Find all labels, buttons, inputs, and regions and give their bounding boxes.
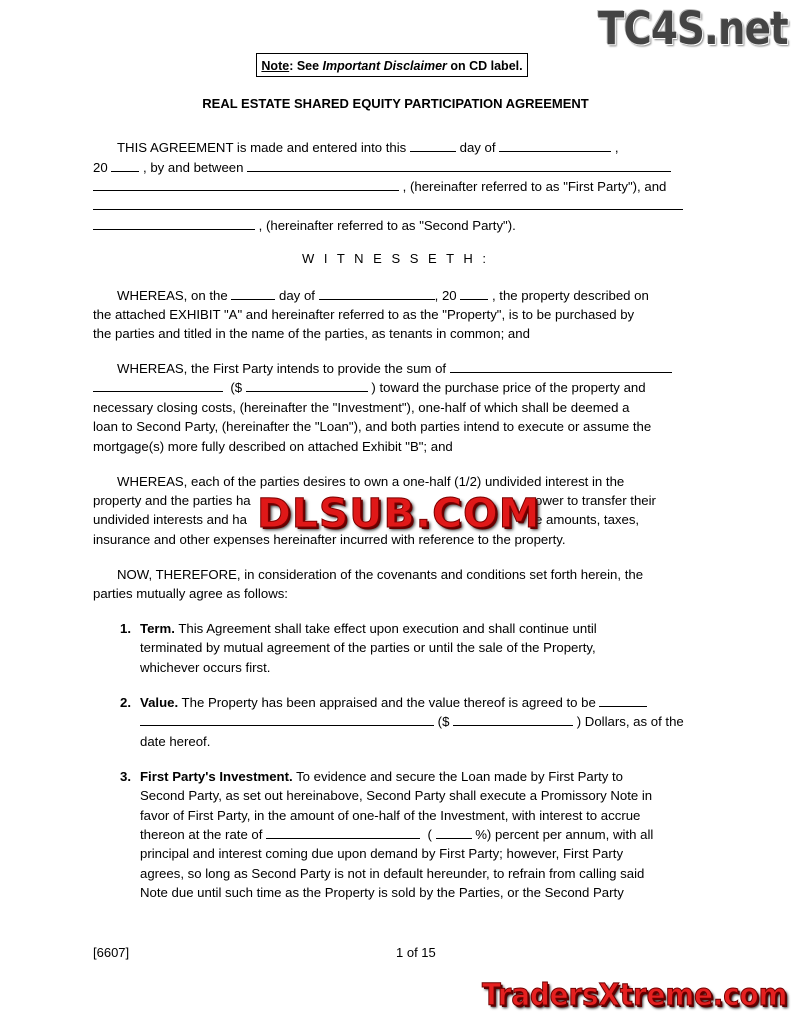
second-party-name-blank[interactable]	[93, 197, 683, 210]
intro-line-1: THIS AGREEMENT is made and entered into this day of ,	[117, 140, 619, 155]
watermark-dlsub: DLSUB.COM	[257, 491, 541, 537]
whereas1-year-blank[interactable]	[460, 287, 488, 300]
whereas3-line-2b: ower to transfer their	[535, 493, 656, 508]
item-2-line-1: Value. The Property has been appraised and the value thereof is agreed to be	[140, 693, 647, 713]
value-words-blank[interactable]	[140, 713, 434, 726]
whereas2-line-2: ($ ) toward the purchase price of the property and	[93, 378, 646, 398]
whereas1-line-2: the attached EXHIBIT "A" and hereinafter referred to as the "Property", is to be purchased by	[93, 307, 635, 322]
whereas3-line-1: WHEREAS, each of the parties desires to own a one-half (1/2) undivided interest in the	[117, 474, 625, 489]
whereas3-line-4: insurance and other expenses hereinafter incurred with reference to the property.	[93, 532, 566, 547]
whereas1-line-3: the parties and titled in the name of the parties, as tenants in common; and	[93, 326, 530, 341]
whereas1-day-blank[interactable]	[231, 287, 275, 300]
second-party-address-blank[interactable]	[93, 217, 255, 230]
investment-words-blank-2[interactable]	[93, 379, 223, 392]
footer-doc-code: [6607]	[93, 945, 130, 960]
watermark-tc4s: TC4S.net	[598, 2, 788, 55]
first-party-address-blank[interactable]	[93, 178, 399, 191]
first-party-name-blank[interactable]	[247, 159, 671, 172]
witnesseth-heading: W I T N E S S E T H :	[301, 251, 489, 266]
item-3-number: 3.	[120, 769, 131, 784]
note-label: Note	[261, 59, 290, 73]
item-3-line-6: agrees, so long as Second Party is not in default hereunder, to refrain from calling said	[140, 866, 645, 881]
item-2-number: 2.	[120, 695, 131, 710]
whereas1-line-1: WHEREAS, on the day of , 20 , the property described on	[117, 288, 649, 303]
disclaimer-note: Note: See Important Disclaimer on CD label.	[256, 53, 528, 77]
whereas3-line-3a: undivided interests and ha	[93, 512, 247, 527]
item-1-line-3: whichever occurs first.	[140, 660, 271, 675]
value-amount-blank[interactable]	[453, 713, 573, 726]
whereas1-month-blank[interactable]	[319, 287, 435, 300]
intro-line-2: 20 , by and between	[93, 158, 671, 178]
item-1-line-1: Term. This Agreement shall take effect upon execution and shall continue until	[140, 621, 597, 636]
interest-rate-words-blank[interactable]	[266, 826, 420, 839]
whereas2-line-5: mortgage(s) more fully described on attached Exhibit "B"; and	[93, 439, 453, 454]
item-3-line-5: principal and interest coming due upon demand by First Party; however, First Party	[140, 846, 624, 861]
whereas2-line-4: loan to Second Party, (hereinafter the "Loan"), and both parties intend to execute or assume the	[93, 419, 652, 434]
month-blank[interactable]	[499, 139, 611, 152]
item-3-line-1: First Party's Investment. To evidence and secure the Loan made by First Party to	[140, 769, 624, 784]
value-blank[interactable]	[599, 694, 647, 707]
intro-line-5: , (hereinafter referred to as "Second Party").	[93, 216, 516, 236]
document-title: REAL ESTATE SHARED EQUITY PARTICIPATION AGREEMENT	[202, 96, 589, 111]
investment-amount-blank[interactable]	[246, 379, 368, 392]
interest-rate-number-blank[interactable]	[436, 826, 472, 839]
item-1-number: 1.	[120, 621, 131, 636]
day-blank[interactable]	[410, 139, 456, 152]
whereas2-line-1: WHEREAS, the First Party intends to provide the sum of	[117, 359, 672, 379]
item-2-line-3: date hereof.	[140, 734, 211, 749]
item-3-line-3: favor of First Party, in the amount of one-half of the Investment, with interest to accrue	[140, 808, 641, 823]
item-3-line-7: Note due until such time as the Property is sold by the Parties, or the Second Party	[140, 885, 624, 900]
year-blank[interactable]	[111, 159, 139, 172]
item-3-line-4: thereon at the rate of ( %) percent per annum, with all	[140, 827, 654, 842]
footer-page-number: 1 of 15	[396, 945, 436, 960]
item-1-line-2: terminated by mutual agreement of the parties or until the sale of the Property,	[140, 640, 596, 655]
now-therefore-line-2: parties mutually agree as follows:	[93, 586, 288, 601]
whereas3-line-3b: e amounts, taxes,	[535, 512, 640, 527]
investment-words-blank[interactable]	[450, 360, 672, 373]
item-3-line-2: Second Party, as set out hereinabove, Second Party shall execute a Promissory Note in	[140, 788, 653, 803]
now-therefore-line-1: NOW, THEREFORE, in consideration of the covenants and conditions set forth herein, the	[117, 567, 644, 582]
item-2-line-2: ($ ) Dollars, as of the	[140, 712, 684, 732]
intro-line-3: , (hereinafter referred to as "First Party"), and	[93, 177, 666, 197]
intro-line-4	[93, 196, 683, 216]
watermark-tradersxtreme: TradersXtreme.com	[482, 978, 788, 1013]
whereas2-line-3: necessary closing costs, (hereinafter the "Investment"), one-half of which shall be deemed a	[93, 400, 630, 415]
whereas3-line-2a: property and the parties ha	[93, 493, 251, 508]
